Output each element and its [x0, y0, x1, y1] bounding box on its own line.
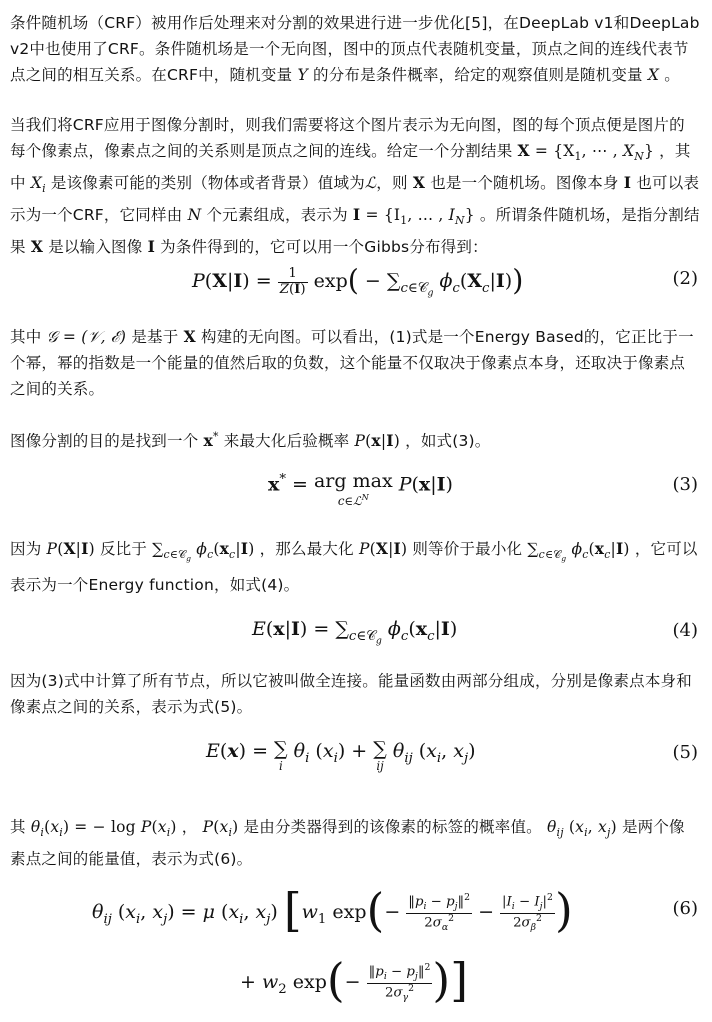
math-theta-ij: $\theta_{ij}$ ($x_i$, $x_j$): [547, 818, 617, 840]
seg-text-f: 也可以表示为一个CRF，它同样由: [10, 174, 700, 225]
equation-3: [0, 470, 712, 520]
math-posterior: P(x|I): [354, 431, 400, 451]
math-x-star: x*: [203, 430, 219, 451]
equation-3-body: x* = arg max c∈ℒ$^N$ P(x|I): [268, 470, 453, 508]
seg-text-i: 是以输入图像: [48, 238, 143, 257]
math-sum-phi: $\sum_{c\in 𝒞_g}$ $\phi_c(x_c|I)$: [152, 539, 255, 564]
paragraph-intro: [10, 10, 700, 88]
energy-text-a: 因为: [10, 540, 42, 558]
equation-4-number: (4): [672, 620, 698, 641]
paragraph-crf-segmentation: [10, 112, 700, 260]
seg-text-g: 个元素组成，表示为: [206, 206, 348, 225]
math-P-xi: $P(x_i)$: [202, 818, 239, 840]
equation-2-body: P(X|I) = $\frac{1}{Z(I)}$ $\exp( - \sum_{c\in 𝒞_g}$ $\phi_c(X_c|I)$): [192, 264, 524, 299]
math-X: X: [647, 66, 660, 84]
math-X-bold-4: X: [183, 327, 196, 346]
fully-connected-text: 因为(3)式中计算了所有节点，所以它被叫做全连接。能量函数由两部分组成，分别是像素点本身和像素点之间的关系，表示为式(5)。: [10, 672, 692, 716]
seg-text-d: ，则: [376, 174, 408, 193]
equation-3-number: (3): [672, 474, 698, 495]
goal-text-b: 来最大化后验概率: [223, 432, 350, 451]
seg-text-j: 为条件得到的，它可以用一个Gibbs分布得到：: [160, 238, 488, 257]
energy-text-b: 反比于: [99, 540, 148, 558]
equation-2-number: (2): [672, 268, 698, 289]
math-X-set: = {$X_1$, ⋯ , $X_N$}: [534, 142, 655, 164]
paragraph-energy-function: [10, 536, 700, 598]
equation-5-body: E(x) = ∑ i $\theta_i$ $(x_i)$ + ∑ ij $\theta_{ij}$ ($x_i$, $x_j$): [206, 738, 476, 773]
math-I-bold-3: I: [147, 237, 156, 257]
math-X-bold-3: X: [30, 237, 44, 257]
math-X-bold-2: X: [412, 173, 426, 193]
graph-text-a: 其中: [10, 328, 42, 346]
math-I-bold-2: I: [352, 205, 361, 225]
energy-text-e: ，它可以表示为一个Energy function，如式(4)。: [10, 540, 698, 595]
math-I-set: = {$I_1$, … , $I_N$}: [365, 206, 475, 228]
unary-text-c: 是由分类器得到的该像素的标签的概率值。: [243, 818, 542, 836]
equation-4-body: $E(x|I) = \sum_{c\in 𝒞_g}$ $\phi_c(x_c|I)$: [252, 618, 458, 647]
intro-text-a: 条件随机场（CRF）被用作后处理来对分割的效果进行进一步优化[5]，在DeepLab v1和DeepLab v2中也使用了CRF。条件随机场是一个无向图，图中的顶点代表随机变量，顶点之间的连线代表节点之间的相互关系。在CRF中，随机变量: [10, 14, 700, 84]
seg-text-b: ，其中: [10, 142, 691, 193]
goal-text-c: ，如式(3)。: [405, 432, 491, 451]
equation-6-line-1: $\theta_{ij}$ ($x_i$, $x_j) = \mu$ ($x_i$, $x_j$) [$w_1$ exp(− $\frac{‖p_i - p_j‖^2}{2\sigma_\alpha^2}$ − $\frac{|I_i - I_j|^2}{2\sigma_\beta^2}$ ): [92, 884, 573, 937]
graph-text-b: 是基于: [131, 328, 179, 346]
equation-6: [0, 876, 712, 1016]
paragraph-segmentation-goal: [10, 424, 700, 454]
seg-text-a: 当我们将CRF应用于图像分割时，则我们需要将这个图片表示为无向图，图的每个顶点便是图片的每个像素点，像素点之间的关系则是顶点之间的连线。给定一个分割结果: [10, 116, 685, 160]
seg-text-h: 。所谓条件随机场，是指分割结果: [10, 206, 700, 257]
paragraph-fully-connected: [10, 668, 700, 720]
math-L: ℒ: [364, 174, 377, 193]
unary-text-d: 是两个像素点之间的能量值，表示为式(6)。: [10, 818, 685, 869]
equation-6-line-2: + $w_2$ exp(− $\frac{‖p_i - p_j‖^2}{2\sigma_\gamma^2}$ )]: [240, 954, 468, 1007]
math-theta-i: $\theta_i(x_i)$ = − $\log P(x_i)$: [30, 818, 177, 840]
energy-text-d: 则等价于最小化: [412, 540, 523, 558]
math-I-bold: I: [623, 173, 632, 193]
equation-4: [0, 618, 712, 650]
equation-6-number: (6): [672, 898, 698, 919]
intro-text-b: 的分布是条件概率，给定的观察值则是随机变量: [313, 66, 643, 84]
goal-text-a: 图像分割的目的是找到一个: [10, 432, 199, 451]
equation-2: [0, 262, 712, 302]
unary-text-b: ，: [181, 818, 198, 836]
paragraph-graph-definition: [10, 324, 700, 402]
math-Xi: $X_i$: [30, 174, 46, 196]
paragraph-unary-pairwise: [10, 814, 700, 872]
math-Y: Y: [297, 66, 308, 84]
seg-text-c: 是该像素可能的类别（物体或者背景）值域为: [50, 174, 365, 193]
equation-5-number: (5): [672, 742, 698, 763]
math-P-XI: P(X|I): [46, 539, 95, 558]
graph-text-c: 构建的无向图。可以看出，(1)式是一个Energy Based的，它正比于一个幂，幂的指数是一个能量的值然后取的负数，这个能量不仅取决于像素点本身，还取决于像素点之间的关系。: [10, 328, 694, 398]
math-X-bold: X: [517, 141, 530, 160]
math-sum-phi-2: $\sum_{c\in 𝒞_g}$ $\phi_c(x_c|I)$: [527, 539, 630, 564]
math-P-XI-2: P(X|I): [358, 539, 408, 558]
seg-text-e: 也是一个随机场。图像本身: [430, 174, 619, 193]
intro-text-c: 。: [664, 66, 680, 84]
equation-5: [0, 736, 712, 782]
unary-text-a: 其: [10, 818, 26, 836]
energy-text-c: ，那么最大化: [259, 540, 354, 558]
math-G: 𝒢 = (𝒱, ℰ): [46, 328, 127, 346]
math-N: N: [187, 206, 202, 225]
